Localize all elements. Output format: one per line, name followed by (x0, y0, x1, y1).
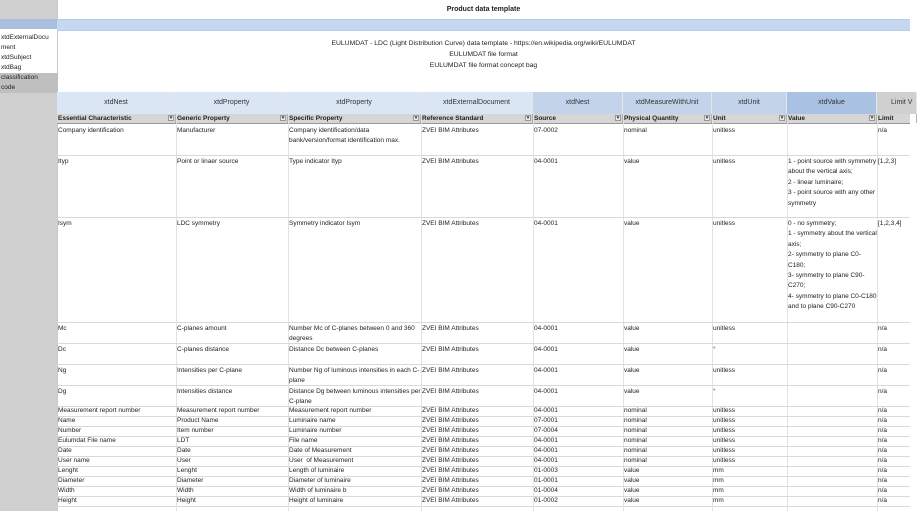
column-header[interactable] (421, 114, 533, 123)
table-cell[interactable]: mm (713, 477, 724, 484)
table-cell[interactable]: Height (58, 497, 77, 504)
table-cell[interactable]: Name (58, 417, 76, 424)
filter-dropdown-icon[interactable]: ▾ (780, 115, 784, 121)
left-title-cell (0, 0, 57, 19)
table-cell[interactable]: n/a (878, 417, 888, 424)
column-header[interactable] (623, 114, 712, 123)
table-cell[interactable]: 04-0001 (534, 220, 558, 227)
table-cell[interactable]: Ng (58, 367, 67, 374)
table-cell[interactable]: Width of luminaire b (289, 487, 347, 494)
table-cell[interactable]: n/a (878, 325, 888, 332)
table-cell[interactable]: unitless (713, 417, 736, 424)
table-cell[interactable]: Diameter (58, 477, 85, 484)
table-cell[interactable]: n/a (878, 427, 888, 434)
table-cell[interactable]: n/a (878, 477, 888, 484)
table-cell[interactable]: value (624, 346, 640, 353)
filter-dropdown-icon[interactable]: ▾ (870, 115, 874, 121)
table-cell[interactable]: ° (713, 346, 716, 353)
meta-external-document: EULUMDAT - LDC (Light Distribution Curve) data template - https://en.wikipedia.org/wiki/EULUMDAT (331, 40, 636, 47)
table-cell[interactable]: unitless (713, 437, 736, 444)
table-cell[interactable]: Point or linaer source (177, 158, 239, 165)
table-cell[interactable]: n/a (878, 447, 888, 454)
column-header-row (57, 114, 910, 124)
header-band (57, 19, 910, 31)
table-cell[interactable]: n/a (878, 127, 888, 134)
table-cell[interactable]: Intensities distance (177, 388, 233, 395)
table-cell[interactable]: nominal (624, 447, 647, 454)
table-cell[interactable]: 04-0001 (534, 367, 558, 374)
table-cell[interactable]: mm (713, 467, 724, 474)
table-cell[interactable]: LDC symmetry (177, 220, 220, 227)
table-cell[interactable]: Dc (58, 346, 66, 353)
table-cell[interactable]: unitless (713, 407, 736, 414)
table-cell[interactable]: value (624, 158, 640, 165)
table-cell[interactable]: Isym (58, 220, 72, 227)
table-cell[interactable]: ZVEI BIM Attributes (422, 447, 479, 454)
table-cell[interactable]: 01-0003 (534, 467, 558, 474)
column-header[interactable] (877, 114, 917, 123)
column-header-label: Specific Property (289, 115, 343, 122)
table-cell[interactable]: Date of Measurement (289, 447, 352, 454)
table-cell[interactable]: unitless (713, 220, 736, 227)
meta-subject: EULUMDAT file format (449, 51, 518, 58)
table-cell[interactable]: Measurement report number (177, 407, 260, 414)
table-cell[interactable]: Measurement report number (289, 407, 372, 414)
table-cell[interactable]: Ityp (58, 158, 69, 165)
column-header[interactable] (288, 114, 421, 123)
table-cell[interactable]: 01-0002 (534, 497, 558, 504)
table-cell[interactable]: ZVEI BIM Attributes (422, 367, 479, 374)
table-cell[interactable]: 04-0001 (534, 447, 558, 454)
table-cell[interactable]: Distance Dc between C-planes (289, 346, 379, 353)
table-cell[interactable]: unitless (713, 447, 736, 454)
table-cell[interactable]: ZVEI BIM Attributes (422, 487, 479, 494)
table-cell[interactable]: unitless (713, 127, 736, 134)
table-row[interactable] (57, 496, 910, 507)
table-row[interactable] (57, 385, 910, 407)
table-cell[interactable]: Product Name (177, 417, 219, 424)
table-cell[interactable]: ZVEI BIM Attributes (422, 325, 479, 332)
table-cell[interactable]: Company identification (58, 127, 124, 134)
row-label: classification (0, 73, 58, 83)
table-cell[interactable]: mm (713, 487, 724, 494)
table-cell[interactable]: value (624, 388, 640, 395)
table-row[interactable] (57, 343, 910, 365)
column-header[interactable] (712, 114, 787, 123)
row-label: xtdSubject (1, 54, 32, 61)
table-cell[interactable]: 04-0001 (534, 346, 558, 353)
table-cell[interactable]: ZVEI BIM Attributes (422, 158, 479, 165)
table-cell[interactable]: 01-0004 (534, 487, 558, 494)
table-cell[interactable]: unitless (713, 367, 736, 374)
page-title: Product data template (446, 6, 521, 13)
table-row[interactable] (57, 364, 910, 386)
table-cell[interactable]: Date (177, 447, 191, 454)
table-cell[interactable]: 04-0001 (534, 158, 558, 165)
table-cell[interactable]: ZVEI BIM Attributes (422, 437, 479, 444)
table-cell[interactable]: Manufacturer (177, 127, 216, 134)
table-row[interactable] (57, 217, 910, 323)
table-cell[interactable]: 07-0004 (534, 427, 558, 434)
column-header[interactable] (57, 114, 176, 123)
table-cell[interactable]: ZVEI BIM Attributes (422, 457, 479, 464)
table-cell[interactable]: ZVEI BIM Attributes (422, 427, 479, 434)
table-cell[interactable]: 0 - no symmetry; 1 - symmetry about the vertical axis; 2- symmetry to plane C0-C180; 3- symmetry to plane C90-C270; 4- symmetry to plane C0-C180 and to plane C90-C270 (788, 220, 877, 311)
table-cell[interactable]: User (177, 457, 191, 464)
table-cell[interactable]: value (624, 477, 640, 484)
table-cell[interactable]: Luminaire name (289, 417, 336, 424)
table-cell[interactable]: Number Mc of C-planes between 0 and 360 degrees (289, 325, 417, 343)
table-cell[interactable]: Luminaire number (289, 427, 342, 434)
table-cell[interactable]: ZVEI BIM Attributes (422, 388, 479, 395)
table-cell[interactable]: File name (289, 437, 318, 444)
filter-dropdown-icon[interactable]: ▾ (281, 115, 285, 121)
type-header-cell: xtdValue (787, 92, 877, 114)
table-cell[interactable]: Measurement report number (58, 407, 141, 414)
table-cell[interactable]: unitless (713, 457, 736, 464)
table-cell[interactable]: C-planes amount (177, 325, 227, 332)
table-cell[interactable]: 07-0001 (534, 417, 558, 424)
table-cell[interactable]: ZVEI BIM Attributes (422, 220, 479, 227)
table-cell[interactable]: n/a (878, 407, 888, 414)
type-header-cell: xtdNest (533, 92, 623, 114)
table-cell[interactable]: User name (58, 457, 90, 464)
table-cell[interactable]: ZVEI BIM Attributes (422, 127, 479, 134)
table-cell[interactable]: ° (713, 388, 716, 395)
table-row[interactable] (57, 155, 910, 218)
table-cell[interactable]: 04-0001 (534, 325, 558, 332)
column-header-label: Generic Property (177, 115, 230, 122)
filter-dropdown-icon[interactable]: ▾ (705, 115, 709, 121)
column-header[interactable] (533, 114, 623, 123)
filter-dropdown-icon[interactable]: ▾ (616, 115, 620, 121)
column-header-label: Value (788, 115, 805, 122)
table-cell[interactable]: Type indicator Ityp (289, 158, 342, 165)
table-cell[interactable]: Mc (58, 325, 67, 332)
table-cell[interactable]: Company identification/data bank/version/format identification max. (289, 127, 400, 145)
column-header-label: Source (534, 115, 557, 122)
left-band-cell (0, 19, 57, 29)
table-cell[interactable]: value (624, 220, 640, 227)
table-cell[interactable]: value (624, 367, 640, 374)
table-cell[interactable]: value (624, 487, 640, 494)
filter-dropdown-icon[interactable]: ▾ (526, 115, 530, 121)
table-cell[interactable]: ZVEI BIM Attributes (422, 467, 479, 474)
table-cell[interactable]: Lenght (177, 467, 197, 474)
table-cell[interactable]: ZVEI BIM Attributes (422, 417, 479, 424)
table-cell[interactable]: Item number (177, 427, 214, 434)
table-cell[interactable]: n/a (878, 388, 888, 395)
type-header-cell: xtdProperty (176, 92, 288, 114)
row-label: code (0, 83, 58, 93)
table-cell[interactable]: Eulumdat File name (58, 437, 116, 444)
type-header-cell: Limit V (877, 92, 917, 114)
filter-dropdown-icon[interactable]: ▾ (414, 115, 418, 121)
table-cell[interactable]: n/a (878, 367, 888, 374)
table-cell[interactable]: n/a (878, 487, 888, 494)
table-cell[interactable]: Height of luminaire (289, 497, 344, 504)
type-header-row (57, 92, 913, 114)
table-cell[interactable]: [1,2,3,4] (878, 220, 902, 227)
table-cell[interactable]: value (624, 467, 640, 474)
table-cell[interactable]: User of Measurement (289, 457, 354, 464)
table-cell[interactable]: 04-0001 (534, 457, 558, 464)
row-label: xtdBag (1, 64, 22, 71)
table-cell[interactable]: Width (58, 487, 75, 494)
table-cell[interactable]: 04-0001 (534, 437, 558, 444)
table-cell[interactable]: Number (58, 427, 82, 434)
column-header[interactable] (787, 114, 877, 123)
table-cell[interactable]: Diameter of luminaire (289, 477, 351, 484)
table-cell[interactable]: ZVEI BIM Attributes (422, 407, 479, 414)
table-cell[interactable]: ZVEI BIM Attributes (422, 346, 479, 353)
row-label: ment (1, 44, 16, 51)
table-cell[interactable]: ZVEI BIM Attributes (422, 497, 479, 504)
table-row[interactable] (57, 322, 910, 344)
table-cell[interactable]: n/a (878, 437, 888, 444)
meta-bag: EULUMDAT file format concept bag (429, 62, 538, 69)
table-cell[interactable]: nominal (624, 437, 647, 444)
table-cell[interactable]: Distance Dg between luminous intensities per C-plane (289, 388, 423, 406)
table-cell[interactable]: 1 - point source with symmetry about the vertical axis; 2 - linear luminaire; 3 - point source with any other symmetry (788, 158, 877, 207)
table-cell[interactable]: 01-0001 (534, 477, 558, 484)
table-cell[interactable]: Lenght (58, 467, 78, 474)
table-cell[interactable]: unitless (713, 158, 736, 165)
table-cell[interactable]: n/a (878, 346, 888, 353)
type-header-cell: xtdProperty (288, 92, 421, 114)
table-cell[interactable]: unitless (713, 325, 736, 332)
table-cell[interactable]: Diameter (177, 477, 204, 484)
filter-dropdown-icon[interactable]: ▾ (169, 115, 173, 121)
table-cell[interactable]: nominal (624, 417, 647, 424)
column-header-label: Limit (878, 115, 894, 122)
table-cell[interactable]: Length of luminaire (289, 467, 345, 474)
table-cell[interactable]: n/a (878, 457, 888, 464)
row-label: xtdExternalDocu (1, 34, 49, 41)
table-cell[interactable]: LDT (177, 437, 190, 444)
table-cell[interactable]: mm (713, 497, 724, 504)
column-header[interactable] (176, 114, 288, 123)
table-cell[interactable]: nominal (624, 427, 647, 434)
table-cell[interactable]: unitless (713, 427, 736, 434)
table-cell[interactable]: ZVEI BIM Attributes (422, 477, 479, 484)
type-header-cell: xtdUnit (712, 92, 787, 114)
table-cell[interactable]: n/a (878, 497, 888, 504)
table-cell[interactable]: 07-0002 (534, 127, 558, 134)
table-cell[interactable]: nominal (624, 407, 647, 414)
table-cell[interactable]: value (624, 497, 640, 504)
column-header-label: Unit (713, 115, 726, 122)
table-cell[interactable]: Symmetry indicator Isym (289, 220, 361, 227)
column-header-label: Essential Characteristic (58, 115, 132, 122)
table-cell[interactable]: nominal (624, 457, 647, 464)
table-row[interactable] (57, 124, 910, 156)
type-header-cell: xtdExternalDocument (421, 92, 533, 114)
table-cell[interactable]: Height (177, 497, 196, 504)
table-cell[interactable]: Width (177, 487, 194, 494)
table-cell[interactable]: 04-0001 (534, 407, 558, 414)
type-header-cell: xtdMeasureWithUnit (623, 92, 712, 114)
table-cell[interactable]: 04-0001 (534, 388, 558, 395)
type-header-cell: xtdNest (57, 92, 176, 114)
table-cell[interactable]: nominal (624, 127, 647, 134)
table-cell[interactable]: n/a (878, 467, 888, 474)
table-cell[interactable]: Intensities per C-plane (177, 367, 243, 374)
table-cell[interactable]: Number Ng of luminous intensities in each C-plane (289, 367, 420, 385)
table-cell[interactable]: Date (58, 447, 72, 454)
table-cell[interactable]: [1,2,3] (878, 158, 897, 165)
table-cell[interactable]: C-planes distance (177, 346, 230, 353)
table-cell[interactable]: Dg (58, 388, 67, 395)
table-cell[interactable]: value (624, 325, 640, 332)
column-header-label: Physical Quantity (624, 115, 679, 122)
left-grey-area (0, 92, 57, 511)
column-header-label: Reference Standard (422, 115, 484, 122)
